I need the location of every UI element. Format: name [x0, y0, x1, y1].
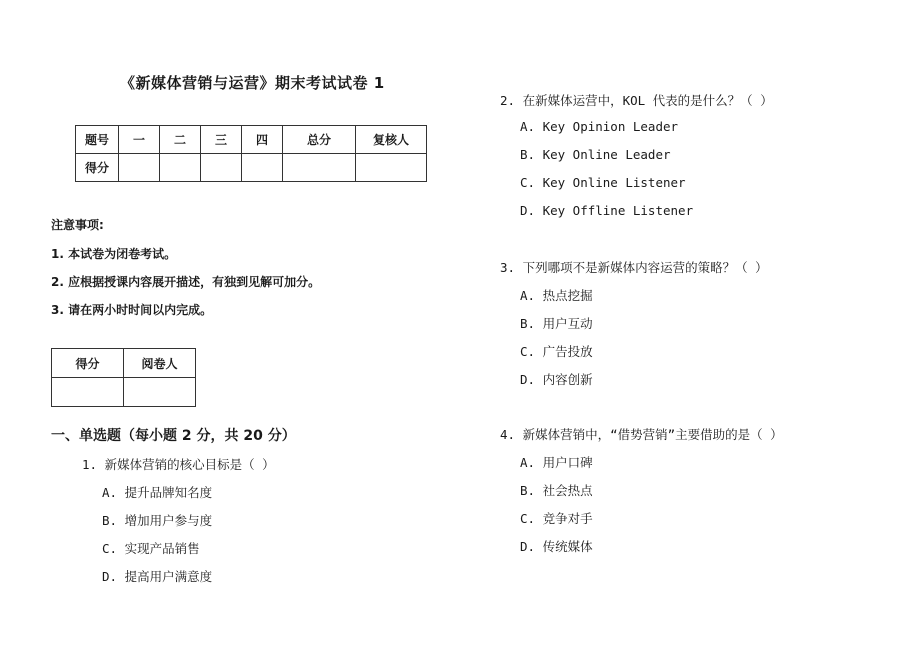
- question-1-option-c[interactable]: C. 实现产品销售: [102, 541, 200, 556]
- score-table: [75, 125, 427, 182]
- score-table-header-row: [76, 126, 427, 154]
- score-cell[interactable]: [160, 154, 201, 182]
- question-2-option-a[interactable]: A. Key Opinion Leader: [520, 119, 679, 134]
- reviewer-table: [51, 348, 196, 407]
- score-cell[interactable]: [242, 154, 283, 182]
- score-header-cell: 复核人: [356, 126, 427, 154]
- question-4: 4. 新媒体营销中，“借势营销”主要借助的是（ ）: [500, 427, 783, 442]
- reviewer-score-cell[interactable]: [52, 378, 124, 407]
- note-item: 1. 本试卷为闭卷考试。: [51, 247, 177, 261]
- question-4-option-a[interactable]: A. 用户口碑: [520, 455, 593, 470]
- question-2-option-d[interactable]: D. Key Offline Listener: [520, 203, 694, 218]
- score-header-cell: 一: [119, 126, 160, 154]
- score-cell[interactable]: [356, 154, 427, 182]
- score-cell[interactable]: [201, 154, 242, 182]
- score-cell[interactable]: [119, 154, 160, 182]
- reviewer-header-cell: 得分: [52, 349, 124, 378]
- score-header-cell: 二: [160, 126, 201, 154]
- section-title: 一、单选题（每小题 2 分，共 20 分）: [51, 428, 296, 444]
- score-header-cell: 总分: [283, 126, 356, 154]
- question-2-option-b[interactable]: B. Key Online Leader: [520, 147, 671, 162]
- question-3-option-c[interactable]: C. 广告投放: [520, 344, 593, 359]
- question-2-option-c[interactable]: C. Key Online Listener: [520, 175, 686, 190]
- score-header-cell: 三: [201, 126, 242, 154]
- note-item: 2. 应根据授课内容展开描述，有独到见解可加分。: [51, 275, 321, 289]
- exam-title: 《新媒体营销与运营》期末考试试卷 1: [120, 74, 385, 92]
- question-3-option-a[interactable]: A. 热点挖掘: [520, 288, 593, 303]
- question-4-option-c[interactable]: C. 竞争对手: [520, 511, 593, 526]
- question-1: 1. 新媒体营销的核心目标是（ ）: [82, 457, 275, 472]
- question-4-option-b[interactable]: B. 社会热点: [520, 483, 593, 498]
- score-cell[interactable]: [283, 154, 356, 182]
- reviewer-table-input-row: [52, 378, 196, 407]
- notes-title: 注意事项:: [51, 218, 104, 232]
- note-item: 3. 请在两小时时间以内完成。: [51, 303, 213, 317]
- question-2: 2. 在新媒体运营中，KOL 代表的是什么？（ ）: [500, 93, 773, 108]
- score-row-label: 得分: [76, 154, 119, 182]
- question-4-option-d[interactable]: D. 传统媒体: [520, 539, 593, 554]
- question-3-option-b[interactable]: B. 用户互动: [520, 316, 593, 331]
- reviewer-name-cell[interactable]: [124, 378, 196, 407]
- score-header-cell: 题号: [76, 126, 119, 154]
- score-header-cell: 四: [242, 126, 283, 154]
- reviewer-header-cell: 阅卷人: [124, 349, 196, 378]
- question-3-option-d[interactable]: D. 内容创新: [520, 372, 593, 387]
- question-3: 3. 下列哪项不是新媒体内容运营的策略？（ ）: [500, 260, 768, 275]
- question-1-option-a[interactable]: A. 提升品牌知名度: [102, 485, 213, 500]
- score-table-score-row: [76, 154, 427, 182]
- question-1-option-d[interactable]: D. 提高用户满意度: [102, 569, 213, 584]
- question-1-option-b[interactable]: B. 增加用户参与度: [102, 513, 213, 528]
- reviewer-table-header-row: [52, 349, 196, 378]
